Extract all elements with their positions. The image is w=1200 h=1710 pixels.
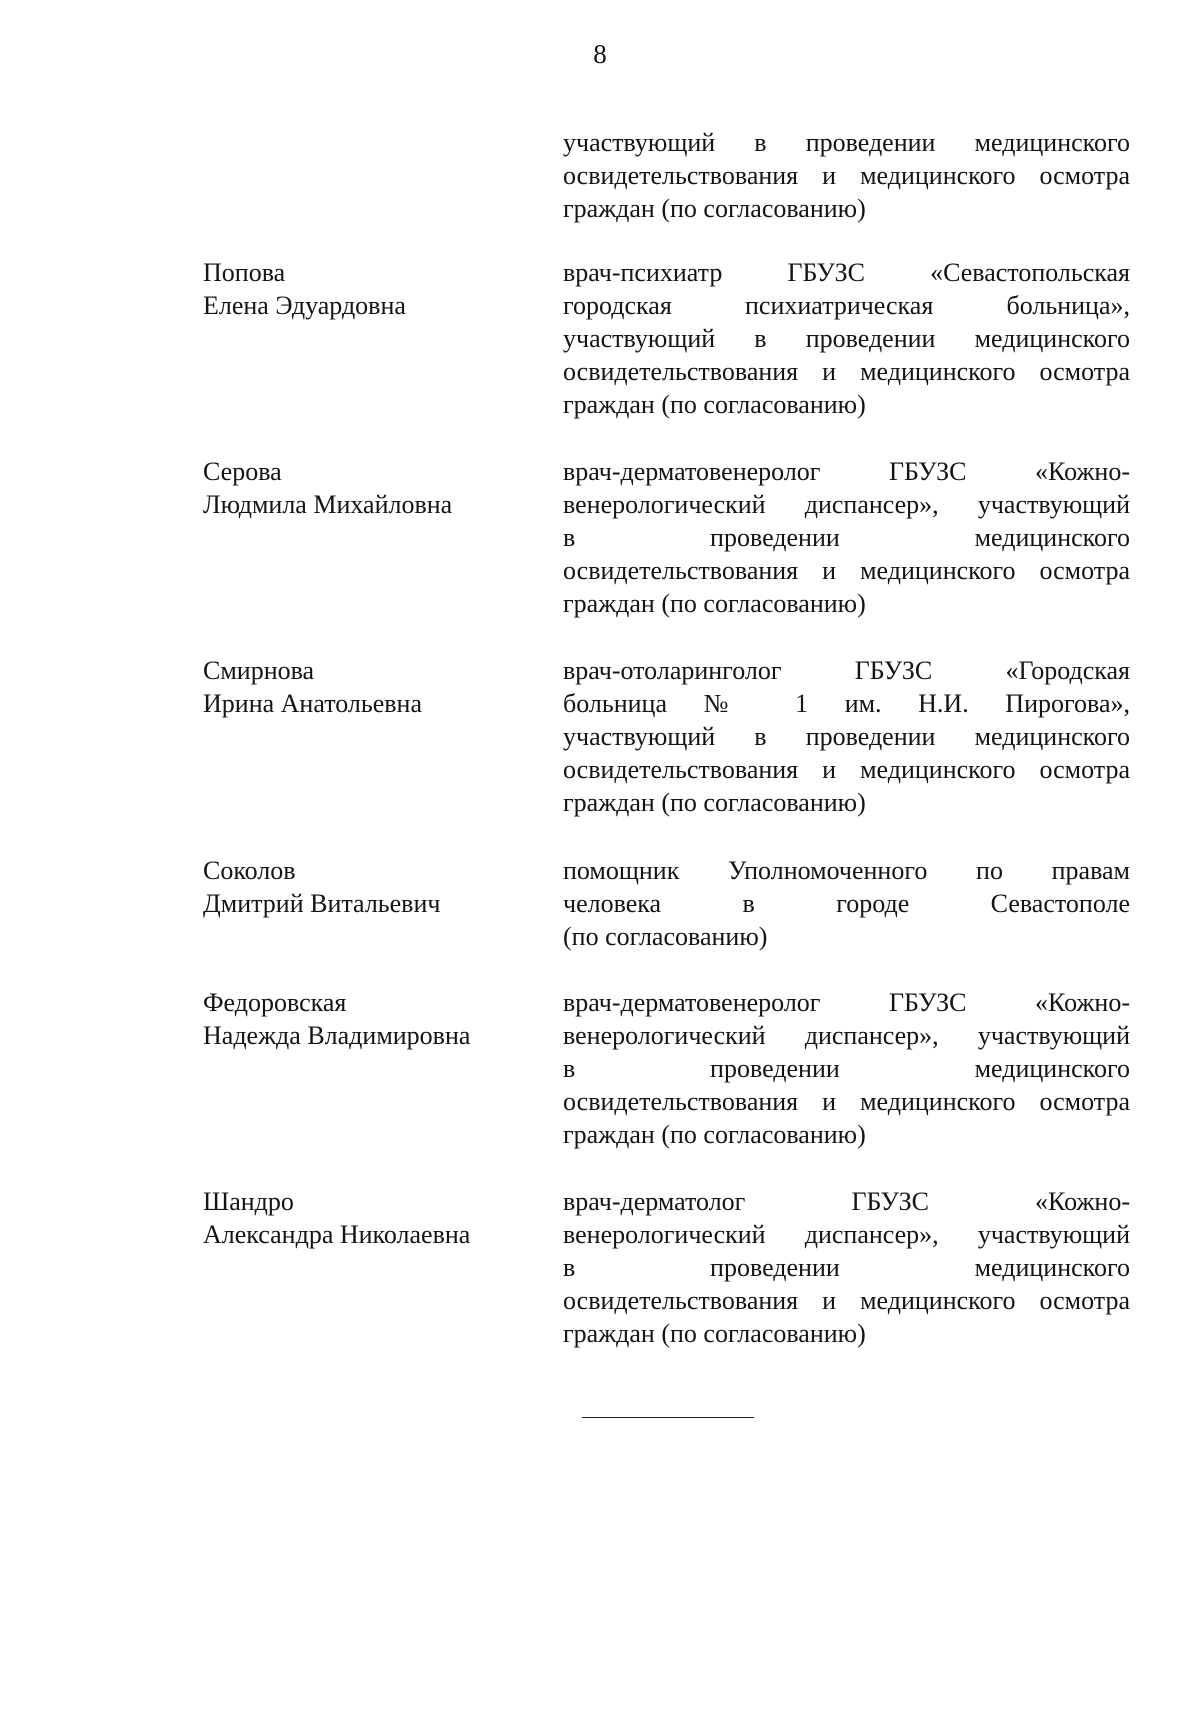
- member-role: [563, 455, 1130, 620]
- role-line: венерологический диспансер», участвующий: [563, 1220, 1130, 1249]
- role-line: освидетельствования и медицинского осмотра: [563, 1286, 1130, 1315]
- role-line: врач-дерматовенеролог ГБУЗС «Кожно-: [563, 457, 1130, 486]
- member-surname: Серова: [203, 457, 282, 486]
- closing-divider: [582, 1417, 754, 1418]
- role-line: граждан (по согласованию): [563, 1319, 866, 1348]
- role-line: помощник Уполномоченного по правам: [563, 856, 1130, 885]
- member-surname: Смирнова: [203, 656, 315, 685]
- role-line: человека в городе Севастополе: [563, 889, 1130, 918]
- role-line: венерологический диспансер», участвующий: [563, 490, 1130, 519]
- member-role: [563, 1185, 1130, 1350]
- member-given-names: Надежда Владимировна: [203, 1021, 471, 1050]
- member-surname: Шандро: [203, 1187, 294, 1216]
- page-number: 8: [593, 39, 607, 69]
- role-line: граждан (по согласованию): [563, 788, 866, 817]
- member-role: [563, 654, 1130, 819]
- member-given-names: Ирина Анатольевна: [203, 689, 422, 718]
- role-line: врач-дерматовенеролог ГБУЗС «Кожно-: [563, 988, 1130, 1017]
- role-line: в проведении медицинского: [563, 1253, 1130, 1282]
- role-line: в проведении медицинского: [563, 523, 1130, 552]
- member-given-names: Александра Николаевна: [203, 1220, 471, 1249]
- role-line: освидетельствования и медицинского осмотра: [563, 161, 1130, 190]
- role-line: освидетельствования и медицинского осмотра: [563, 556, 1130, 585]
- role-line: врач-дерматолог ГБУЗС «Кожно-: [563, 1187, 1130, 1216]
- role-line: освидетельствования и медицинского осмотра: [563, 357, 1130, 386]
- role-line: участвующий в проведении медицинского: [563, 324, 1130, 353]
- role-line: участвующий в проведении медицинского: [563, 128, 1130, 157]
- role-line: больница № 1 им. Н.И. Пирогова»,: [563, 689, 1130, 718]
- member-name: [203, 256, 533, 322]
- role-line: освидетельствования и медицинского осмотра: [563, 755, 1130, 784]
- member-given-names: Дмитрий Витальевич: [203, 889, 441, 918]
- member-role: [563, 854, 1130, 953]
- role-line: в проведении медицинского: [563, 1054, 1130, 1083]
- role-line: врач-отоларинголог ГБУЗС «Городская: [563, 656, 1130, 685]
- member-given-names: Елена Эдуардовна: [203, 291, 406, 320]
- member-name: [203, 654, 533, 720]
- member-role: [563, 126, 1130, 225]
- member-surname: Соколов: [203, 856, 296, 885]
- role-line: граждан (по согласованию): [563, 390, 866, 419]
- member-role: [563, 986, 1130, 1151]
- role-line: граждан (по согласованию): [563, 1120, 866, 1149]
- member-surname: Федоровская: [203, 988, 347, 1017]
- role-line: участвующий в проведении медицинского: [563, 722, 1130, 751]
- member-name: [203, 1185, 533, 1251]
- member-name: [203, 455, 533, 521]
- role-line: (по согласованию): [563, 922, 768, 951]
- member-name: [203, 986, 533, 1052]
- role-line: врач-психиатр ГБУЗС «Севастопольская: [563, 258, 1130, 287]
- member-surname: Попова: [203, 258, 286, 287]
- role-line: городская психиатрическая больница»,: [563, 291, 1130, 320]
- member-role: [563, 256, 1130, 421]
- member-given-names: Людмила Михайловна: [203, 490, 453, 519]
- member-name: [203, 854, 533, 920]
- role-line: граждан (по согласованию): [563, 194, 866, 223]
- role-line: граждан (по согласованию): [563, 589, 866, 618]
- role-line: венерологический диспансер», участвующий: [563, 1021, 1130, 1050]
- role-line: освидетельствования и медицинского осмотра: [563, 1087, 1130, 1116]
